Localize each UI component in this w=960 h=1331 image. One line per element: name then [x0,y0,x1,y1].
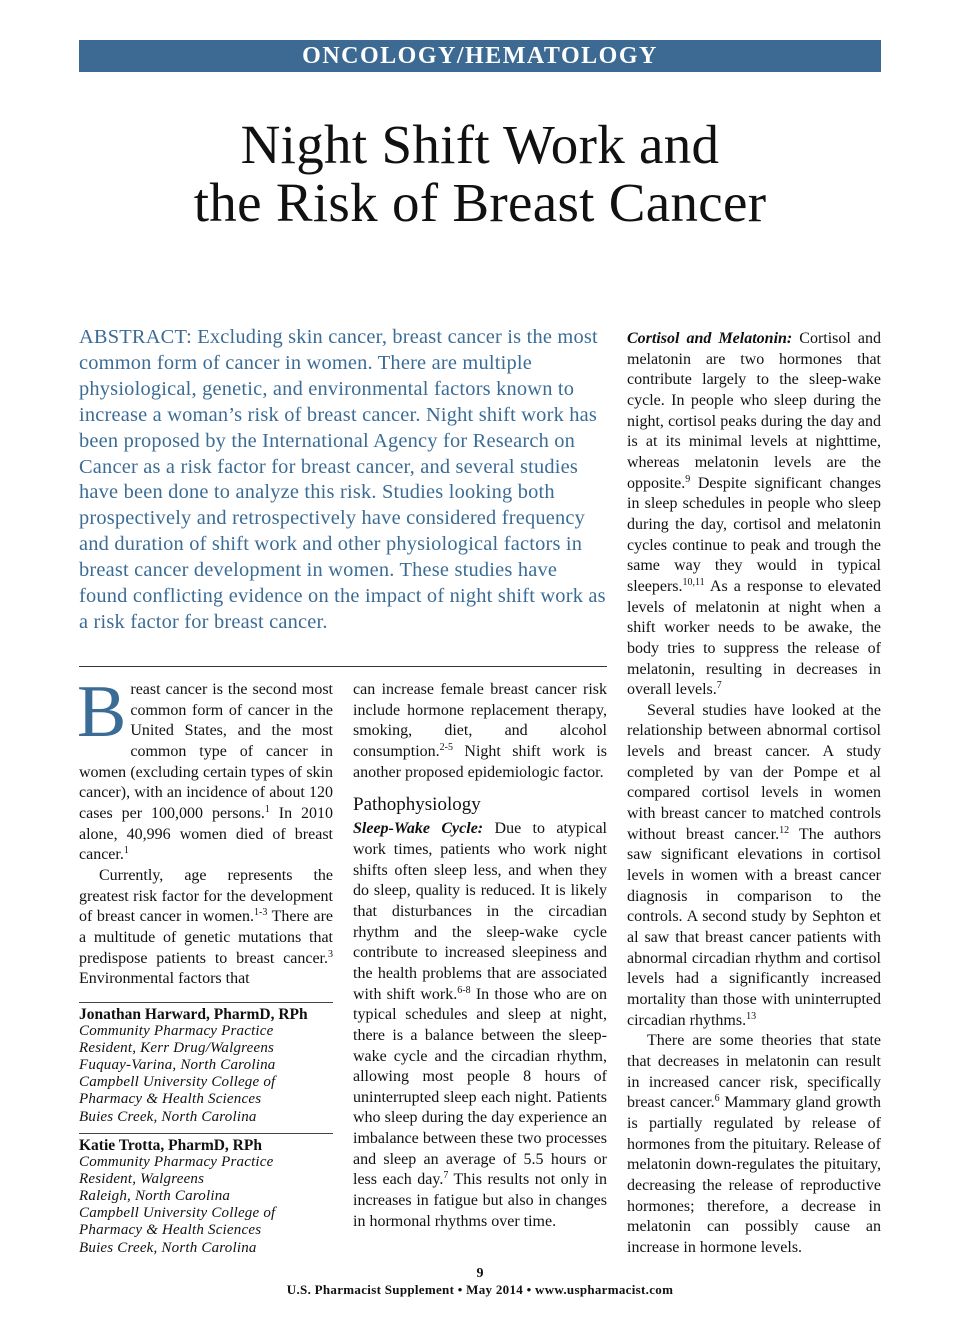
section-banner: ONCOLOGY/HEMATOLOGY [79,40,881,72]
affiliation-line: Fuquay-Varina, North Carolina [79,1057,276,1074]
intro-paragraph [77,671,333,866]
reference: 9 [685,473,691,485]
text-run: As a response to elevated levels of melatonin at night when a shift worker needs to be awake, the body tries to suppress the release of melatonin, resulting in decreases in overall levels. [627,577,881,699]
risk-factors-paragraph [79,866,333,990]
subheading: Cortisol and Melatonin: [627,330,793,347]
affiliation-line: Community Pharmacy Practice [79,1023,274,1040]
affiliation-line: Resident, Walgreens [79,1171,205,1188]
affiliation-line: Raleigh, North Carolina [79,1188,231,1205]
article-title [79,116,881,232]
subheading: Sleep-Wake Cycle: [353,820,484,838]
reference: 3 [328,948,333,960]
text-run: Due to atypical work times, patients who work night shifts often sleep less, and when they do sleep, quality is reduced. It is likely that disturbances in the circadian rhythm and the sleep-wake cycle contribute to increased sleepiness and the health problems that are associated with shift work. [353,820,607,1003]
text-run: In 2010 alone, 40,996 women died of breast cancer. [79,804,333,864]
text-run: There are a multitude of genetic mutations that predispose patients to breast cancer. [79,908,334,967]
cortisol-studies-paragraph [627,701,881,1032]
reference: 7 [716,680,722,692]
text-run: There are some theories that state that decreases in melatonin can result in increased cancer risk, specifically breast cancer. [627,1032,881,1112]
reference: 1-3 [254,907,268,919]
text-run: The authors saw significant elevations in cortisol levels in women with a breast cancer diagnosis in comparison to the controls. A second study by Sephton et al saw that breast cancer patients with abnormal circadian rhythm and cortisol levels had a significantly increased mortality than those with uninterrupted circadian rhythms. [627,825,881,1029]
affiliation-line: Resident, Kerr Drug/Walgreens [79,1040,275,1057]
reference: 1 [264,803,270,815]
section-heading: Pathophysiology [353,794,481,816]
reference: 2-5 [439,741,454,753]
column-3 [627,329,881,1259]
affiliation-line: Campbell University College of [79,1074,276,1091]
reference: 6 [714,1093,720,1105]
affiliation-line: Pharmacy & Health Sciences [79,1091,262,1108]
reference: 10,11 [682,576,705,588]
author-affiliation-2 [79,1133,333,1257]
sleep-wake-paragraph [353,819,607,1232]
abstract: ABSTRACT: Excluding skin cancer, breast cancer is the most common form of cancer in women. There are multiple physiological, genetic, and environmental factors known to increase a woman’s risk of breast cancer. Night shift work has been proposed by the International Agency for Research on Cancer as a risk factor for breast cancer, and several studies have been done to analyze this risk. Studies looking both prospectively and retrospectively have considered frequency and duration of shift work and other physiological factors in breast cancer development in women. These studies have found conflicting evidence on the impact of night shift work as a risk factor for breast cancer. [79,326,606,633]
text-run: This results not only in increases in fatigue but also in changes in hormonal rhythms over time. [353,1171,607,1230]
reference: 13 [746,1010,757,1022]
text-run: Environmental factors that [79,970,250,988]
melatonin-theories-paragraph [627,1031,881,1258]
reference: 7 [443,1170,449,1182]
footer-citation: U.S. Pharmacist Supplement • May 2014 • www.uspharmacist.com [286,1282,674,1297]
text-run: reast cancer is the second most common form of cancer in the United States, and the most common type of cancer in women (excluding certain types of skin cancer), with an incidence of about 120 cases per 100,000 persons. [79,681,333,822]
text-run: In those who are on typical schedules and sleep at night, there is a balance between the sleep-wake cycle and the circadian rhythm, allowing most people 8 hours of uninterrupted sleep each night. Patients who sleep during the day experience an imbalance between these two processes and sleep an average of 5.5 hours or less each day. [353,985,608,1189]
reference: 6-8 [457,984,471,996]
column-1 [77,671,334,990]
author-name: Jonathan Harward, PharmD, RPh [79,1006,308,1023]
text-run: Several studies have looked at the relationship between abnormal cortisol levels and breast cancer. A study completed by van der Pompe et al compared cortisol levels in women with breast cancer to matched controls without breast cancer. [627,701,881,843]
text-run: can increase female breast cancer risk include hormone replacement therapy, smoking, diet, and alcohol consumption. [353,681,607,760]
reference: 12 [779,824,790,836]
affiliation-line: Buies Creek, North Carolina [79,1108,257,1125]
column-2 [353,680,607,1232]
cortisol-melatonin-paragraph [627,329,881,701]
author-name: Katie Trotta, PharmD, RPh [79,1137,262,1154]
title-line-2: the Risk of Breast Cancer [193,172,767,233]
abstract-divider [79,666,607,667]
text-run: Mammary gland growth is partially regulated by release of hormones from the pituitary. Release of melatonin down-regulates the pituitary, decreasing the release of reproductive hormones; therefore, a decrease in melatonin can possibly cause an increase in hormone levels. [627,1094,881,1256]
text-run: Night shift work is another proposed epidemiologic factor. [353,742,607,781]
author-affiliation-1 [79,1002,333,1126]
reference: 1 [123,845,129,857]
drop-cap: B [77,671,127,753]
text-run: Currently, age represents the greatest risk factor for the development of breast cancer in women. [79,866,333,926]
title-line-1: Night Shift Work and [240,114,720,175]
text-run: Cortisol and melatonin are two hormones that contribute largely to the sleep-wake cycle. In people who sleep during the night, cortisol peaks during the day and is at its minimal levels at nighttime, whereas melatonin levels are the opposite. [627,330,881,492]
page-number: 9 [476,1266,484,1281]
affiliation-line: Community Pharmacy Practice [79,1154,274,1171]
text-run: Despite significant changes in sleep schedules in people who sleep during the day, cortisol and melatonin cycles continue to peak and trough the same way they would in typical sleepers. [627,474,881,595]
affiliation-line: Buies Creek, North Carolina [79,1239,257,1256]
affiliation-line: Pharmacy & Health Sciences [79,1222,262,1239]
risk-factors-continued [353,680,607,783]
affiliation-line: Campbell University College of [79,1205,276,1222]
